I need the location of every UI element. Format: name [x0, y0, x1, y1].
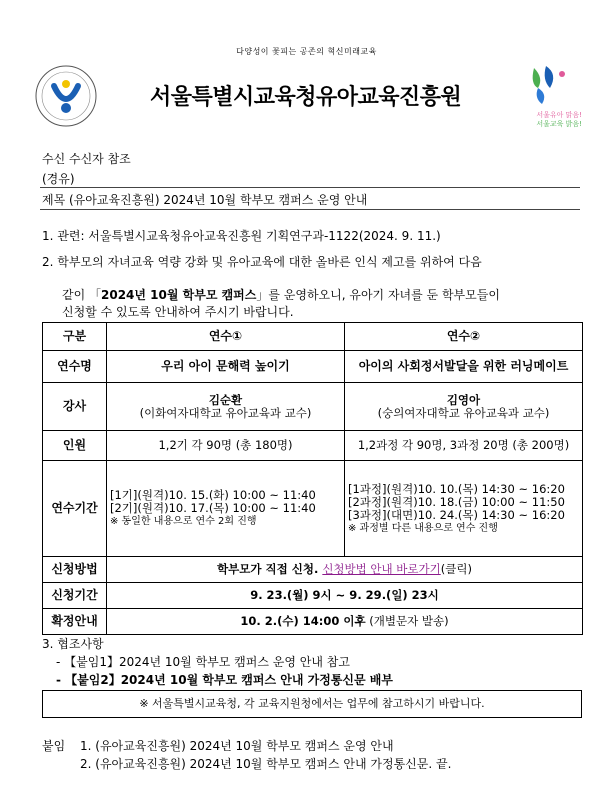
program-table — [42, 322, 583, 635]
row-label: 인원 — [43, 431, 107, 461]
cell — [107, 461, 345, 557]
lecturer-affiliation: (이화여자대학교 유아교육과 교수) — [139, 405, 312, 420]
divider — [40, 209, 580, 210]
row-label: 신청기간 — [43, 583, 107, 609]
text: 」를 운영하오니, 유아기 자녀를 둔 학부모들이 — [256, 288, 500, 302]
row-label: 강사 — [43, 383, 107, 431]
method-suffix: (클릭) — [440, 562, 472, 576]
table-row — [43, 609, 583, 635]
table-row — [43, 323, 583, 351]
mascot-text-2: 서울교육 밝음! — [536, 120, 582, 128]
cell: 아이의 사회정서발달을 위한 러닝메이트 — [345, 351, 583, 383]
table-row — [43, 583, 583, 609]
period-item: [1과정](원격)10. 10.(목) 14:30 ~ 16:20 — [348, 481, 565, 496]
cell: 1,2기 각 90명 (총 180명) — [107, 431, 345, 461]
hdr-label: 구분 — [43, 323, 107, 351]
row-label: 연수기간 — [43, 461, 107, 557]
period-item: [2기](원격)10. 17.(목) 10:00 ~ 11:40 — [110, 501, 316, 515]
row-label: 연수명 — [43, 351, 107, 383]
confirm-note: (개별문자 발송) — [365, 614, 449, 628]
subject-line: 제목 (유아교육진흥원) 2024년 10월 학부모 캠퍼스 운영 안내 — [42, 193, 368, 207]
lecturer-name: 김순환 — [208, 392, 243, 407]
period-item: [3과정](대면)10. 24.(목) 14:30 ~ 16:20 — [348, 507, 565, 522]
hdr-col2: 연수② — [345, 323, 583, 351]
office-emblem-logo — [34, 64, 98, 128]
cell — [107, 383, 345, 431]
recipient-line: 수신 수신자 참조 — [42, 152, 131, 166]
hdr-col1: 연수① — [107, 323, 345, 351]
item-2-line-2 — [62, 287, 500, 304]
cell — [107, 609, 583, 635]
lecturer-affiliation: (숭의여자대학교 유아교육과 교수) — [377, 405, 550, 420]
attachment-item: 2. (유아교육진흥원) 2024년 10월 학부모 캠퍼스 안내 가정통신문. 끝. — [80, 757, 452, 771]
row-label: 신청방법 — [43, 557, 107, 583]
period-item: [2과정](원격)10. 18.(금) 10:00 ~ 11:50 — [348, 494, 565, 509]
text: 2024년 10월 학부모 캠퍼스 운영 안내 참고 — [118, 655, 350, 669]
campus-title: 2024년 10월 학부모 캠퍼스 — [101, 288, 257, 302]
item-1: 1. 관련: 서울특별시교육청유아교육진흥원 기획연구과-1122(2024. 9. 11.) — [42, 229, 441, 243]
text: - 【붙임2】 — [56, 673, 121, 687]
period-note: ※ 동일한 내용으로 연수 2회 진행 — [110, 516, 257, 527]
period-note: ※ 과정별 다른 내용으로 연수 진행 — [348, 522, 498, 534]
table-row — [43, 351, 583, 383]
slogan: 다양성이 꽃피는 공존의 혁신미래교육 — [236, 47, 377, 56]
confirm-date: 10. 2.(수) 14:00 이후 — [240, 614, 366, 628]
cell: 9. 23.(월) 9시 ~ 9. 29.(일) 23시 — [107, 583, 583, 609]
text: - 【붙임1】 — [56, 655, 119, 669]
item-3: 3. 협조사항 — [42, 637, 104, 651]
table-row — [43, 557, 583, 583]
row-label: 확정안내 — [43, 609, 107, 635]
method-guide-link[interactable]: 신청방법 안내 바로가기 — [322, 562, 441, 576]
text: 같이 「 — [62, 288, 101, 302]
org-title: 서울특별시교육청유아교육진흥원 — [150, 85, 462, 110]
item-2-line-1: 2. 학부모의 자녀교육 역량 강화 및 유아교육에 대한 올바른 인식 제고를 위하여 다음 — [42, 255, 482, 269]
cell — [345, 383, 583, 431]
lecturer-name: 김영아 — [446, 392, 481, 407]
table-row — [43, 461, 583, 557]
attachments-label: 붙임 — [42, 739, 66, 753]
mascot-text-1: 서울유아 맑음! — [536, 111, 582, 119]
mascot-logo — [520, 64, 582, 130]
coop-item-2 — [56, 672, 393, 689]
divider — [40, 187, 580, 188]
via-line: (경유) — [42, 172, 75, 186]
coop-item-1 — [56, 654, 350, 671]
cell: 우리 아이 문해력 높이기 — [107, 351, 345, 383]
method-text: 학부모가 직접 신청. — [217, 562, 323, 576]
period-item: [1기](원격)10. 15.(화) 10:00 ~ 11:40 — [110, 488, 316, 502]
cell — [107, 557, 583, 583]
table-row — [43, 383, 583, 431]
text: 2024년 10월 학부모 캠퍼스 안내 가정통신문 배부 — [120, 673, 393, 687]
attachment-item: 1. (유아교육진흥원) 2024년 10월 학부모 캠퍼스 운영 안내 — [80, 739, 394, 753]
cell: 1,2과정 각 90명, 3과정 20명 (총 200명) — [345, 431, 583, 461]
table-row — [43, 431, 583, 461]
cell — [345, 461, 583, 557]
notice-box: ※ 서울특별시교육청, 각 교육지원청에서는 업무에 참고하시기 바랍니다. — [42, 690, 582, 718]
item-2-line-3: 신청할 수 있도록 안내하여 주시기 바랍니다. — [62, 305, 294, 319]
